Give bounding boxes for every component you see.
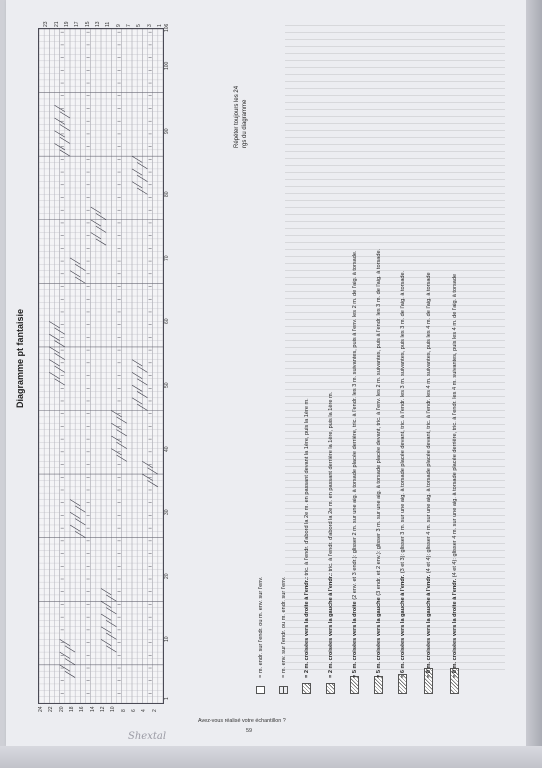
column-label: 10 <box>164 636 170 643</box>
row-label-right: 23 <box>43 21 50 27</box>
row-label-right: 21 <box>53 21 60 27</box>
column-label: 90 <box>164 128 170 134</box>
legend-symbol-c5l <box>374 676 383 694</box>
legend-entry-text: tric. à l'endr. d'abord la 2e m. en passant derrière la 1ère, puis la 1ère m. <box>328 391 334 573</box>
legend-entry-bold: = 5 m. croisées vers la gauche <box>376 597 382 678</box>
legend-entry <box>304 398 311 678</box>
legend-entry-text: tric. à l'endr. d'abord la 2e m. en passant devant la 1ère, puis la 1ère m. <box>304 398 310 578</box>
legend-entry-bold: = 2 m. croisées vers la gauche à l'endr.: <box>328 572 334 678</box>
row-label-right: 7 <box>125 24 132 27</box>
page-number: 59 <box>246 728 252 734</box>
column-label: 30 <box>164 509 170 516</box>
legend-entry <box>281 577 288 678</box>
legend-symbol-blank <box>256 686 265 694</box>
legend-entry <box>452 274 459 678</box>
column-label: 80 <box>164 191 170 198</box>
column-label: 60 <box>164 318 170 325</box>
legend-entry-text: (4 et 4): glisser 4 m. sur une aig. à torsade placée devant, tric. à l'endr. les 4 m. suivantes, puis les 4 m. de l'aig. à torsade <box>426 272 432 575</box>
row-label-left: 24 <box>38 706 44 712</box>
legend-entry <box>258 577 265 678</box>
row-label-right: 15 <box>84 21 91 27</box>
page-bottom-edge <box>0 746 542 768</box>
chart-grid <box>39 29 163 703</box>
row-label-left: 8 <box>120 709 127 712</box>
legend-entry-text: (3 et 3): glisser 3 m. sur une aig. à torsade placée devant, tric. à l'endr. les 3 m. suivantes, puis les 3 m. de l'aig. à torsade. <box>400 270 406 575</box>
diagram-title: Diagramme pt fantaisie <box>15 308 25 408</box>
column-label: 100 <box>164 61 170 71</box>
row-label-right: 1 <box>156 24 163 27</box>
legend-symbol-dash <box>279 686 288 694</box>
column-label: 1 <box>164 696 170 700</box>
row-label-left: 20 <box>58 706 65 712</box>
row-label-left: 4 <box>141 709 148 712</box>
column-label: 106 <box>164 23 170 32</box>
legend-symbol-c2r <box>302 683 311 694</box>
footer-question: Avez-vous réalisé votre échantillon ? <box>198 718 286 724</box>
row-label-left: 12 <box>100 706 106 712</box>
row-label-left: 16 <box>79 706 86 712</box>
legend-entry <box>400 271 407 678</box>
legend-entry <box>352 250 359 678</box>
row-label-left: 22 <box>48 706 55 712</box>
repeat-note <box>233 86 249 148</box>
row-label-left: 14 <box>89 706 96 712</box>
handwritten-scribble: Shextal <box>128 731 167 742</box>
legend-entry-text: = m. env. sur l'endr. ou m. endr. sur l'env. <box>281 576 287 678</box>
column-label: 50 <box>164 382 170 389</box>
legend-entry-bold: = 8 m. croisées vers la gauche à l'endr. <box>426 574 432 678</box>
bleed-through-texture <box>285 20 505 670</box>
repeat-note-line2: rgs du diagramme <box>242 99 248 148</box>
column-label: 40 <box>164 446 170 452</box>
column-label: 70 <box>164 255 170 261</box>
repeat-note-line1: Répéter toujours les 24 <box>234 85 240 148</box>
page-spine-shadow <box>526 0 542 768</box>
legend-entry-text: (2 env. et 3 endr.): glisser 2 m. sur une aig. à torsade placée derrière, tric. à l'endr. les 3 m. suivantes, puis à l'env. les 2 m. de l'aig. à torsade. <box>352 250 358 602</box>
legend-entry <box>376 249 383 678</box>
row-label-right: 11 <box>105 21 112 27</box>
column-label: 20 <box>164 573 170 579</box>
legend-entry-bold: = 6 m. croisées vers la gauche à l'endr. <box>400 574 406 678</box>
row-label-right: 5 <box>136 24 143 27</box>
row-label-right: 9 <box>115 24 122 27</box>
row-label-left: 10 <box>110 706 117 712</box>
legend-entry-text: (4 et 4): glisser 4 m. sur une aig. à torsade placée derrière, tric. à l'endr. les 4 m. suivantes, puis les 4 m. de l'aig. à torsade <box>452 273 458 579</box>
row-label-left: 2 <box>151 709 158 712</box>
row-label-right: 17 <box>74 21 81 27</box>
legend-entry-bold: = 8 m. croisées vers la droite à l'endr. <box>452 578 458 678</box>
legend-symbol-c5r <box>350 676 359 694</box>
row-label-right: 3 <box>146 24 153 27</box>
row-label-left: 6 <box>131 709 137 712</box>
row-label-right: 19 <box>63 21 70 27</box>
row-label-left: 18 <box>69 706 75 712</box>
row-label-right: 13 <box>94 21 101 27</box>
legend-entry <box>328 392 335 678</box>
legend-entry-bold: = 5 m. croisées vers la droite <box>352 601 358 678</box>
knitting-chart <box>38 28 164 704</box>
legend-entry-text: = m. endr. sur l'endr. ou m. env. sur l'env. <box>258 576 264 678</box>
legend-entry <box>426 272 433 678</box>
legend-entry-text: (3 endr. et 2 env.): glisser 3 m. sur une aig. à torsade placée devant, tric. à l'env. les 2 m. suivantes, puis à l'endr. les 3 m. de l'aig. à torsade. <box>376 248 382 598</box>
legend-entry-bold: = 2 m. croisées vers la droite à l'endr.: <box>304 577 310 678</box>
legend-symbol-c2l <box>326 683 335 694</box>
